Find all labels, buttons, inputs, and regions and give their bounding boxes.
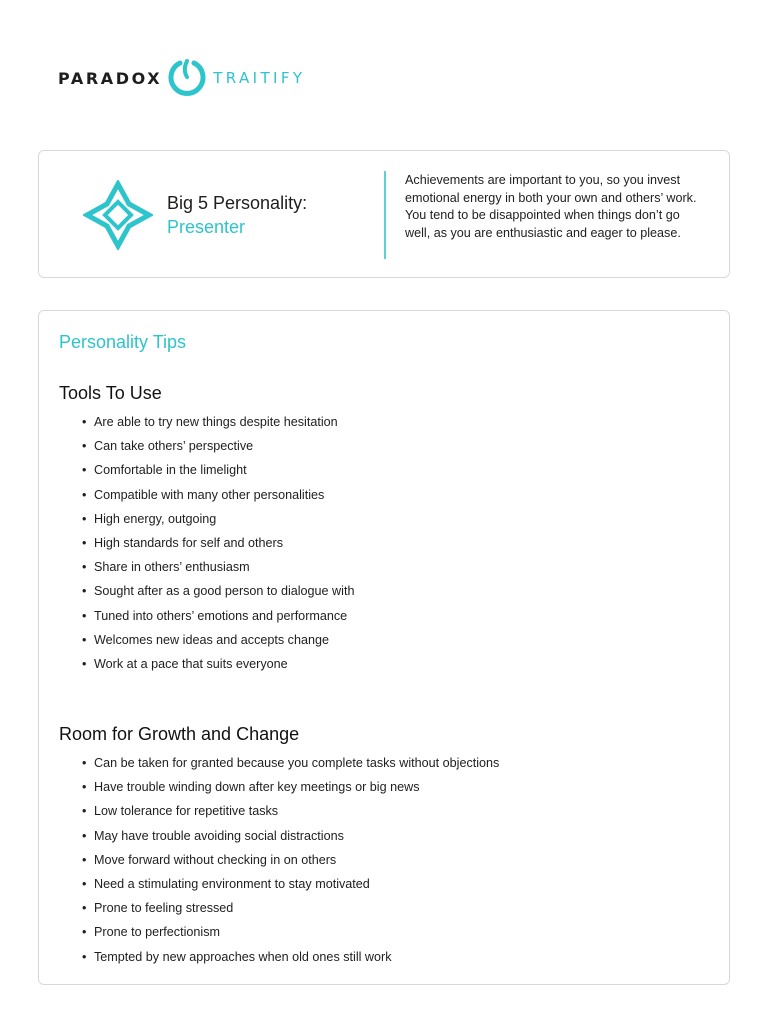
list-item (82, 532, 354, 556)
bullet-icon: • (82, 535, 87, 550)
bullet-icon: • (82, 584, 87, 599)
personality-summary-card (38, 150, 730, 278)
list-item (82, 873, 499, 897)
list-item (82, 653, 354, 677)
list-item (82, 897, 499, 921)
tips-title: Personality Tips (59, 332, 187, 352)
list-item-text: Prone to perfectionism (94, 925, 220, 940)
list-item-text: Tuned into others’ emotions and performance (94, 608, 348, 623)
bullet-icon: • (82, 463, 87, 478)
bullet-icon: • (82, 608, 87, 623)
bullet-icon: • (82, 415, 87, 429)
list-item-text: High energy, outgoing (94, 511, 217, 526)
list-item (82, 556, 354, 580)
bullet-icon: • (82, 756, 87, 770)
bullet-icon: • (82, 560, 87, 575)
list-item-text: Tempted by new approaches when old ones still work (94, 949, 392, 964)
bullet-icon: • (82, 439, 87, 454)
growth-list (82, 752, 499, 970)
list-item (82, 849, 499, 873)
list-item-text: Comfortable in the limelight (94, 463, 247, 478)
list-item (82, 508, 354, 532)
bullet-icon: • (82, 876, 87, 891)
list-item-text: May have trouble avoiding social distractions (94, 828, 344, 843)
bullet-icon: • (82, 949, 87, 964)
diamond-star-icon (83, 180, 153, 250)
bullet-icon: • (82, 632, 87, 647)
personality-heading: Big 5 Personality: (167, 193, 308, 213)
personality-type-name: Presenter (167, 217, 246, 237)
circular-swirl-icon (167, 58, 207, 98)
list-item-text: Can be taken for granted because you complete tasks without objections (94, 756, 500, 770)
list-item-text: Can take others’ perspective (94, 439, 254, 454)
list-item (82, 435, 354, 459)
list-item (82, 752, 499, 776)
growth-section-title: Room for Growth and Change (59, 724, 300, 744)
list-item (82, 484, 354, 508)
brand-traitify-wordmark: TRAITIFY (213, 69, 306, 87)
list-item (82, 776, 499, 800)
list-item (82, 459, 354, 483)
list-item-text: Are able to try new things despite hesitation (94, 415, 338, 429)
list-item-text: Move forward without checking in on others (94, 852, 337, 867)
bullet-icon: • (82, 828, 87, 843)
tools-list (82, 411, 354, 677)
list-item-text: Sought after as a good person to dialogue with (94, 584, 355, 599)
bullet-icon: • (82, 511, 87, 526)
list-item-text: Prone to feeling stressed (94, 901, 234, 916)
list-item-text: Low tolerance for repetitive tasks (94, 804, 279, 819)
list-item-text: Compatible with many other personalities (94, 487, 325, 502)
list-item (82, 411, 354, 435)
bullet-icon: • (82, 901, 87, 916)
brand-paradox-wordmark: PARADOX (58, 68, 163, 88)
list-item-text: Welcomes new ideas and accepts change (94, 632, 329, 647)
list-item-text: High standards for self and others (94, 535, 284, 550)
personality-tips-card (38, 310, 730, 985)
tools-section-title: Tools To Use (59, 383, 162, 403)
list-item-text: Need a stimulating environment to stay motivated (94, 876, 370, 891)
bullet-icon: • (82, 804, 87, 819)
list-item (82, 800, 499, 824)
list-item (82, 921, 499, 945)
list-item (82, 605, 354, 629)
bullet-icon: • (82, 656, 87, 671)
bullet-icon: • (82, 487, 87, 502)
list-item-text: Have trouble winding down after key meetings or big news (94, 780, 420, 795)
list-item (82, 946, 499, 970)
bullet-icon: • (82, 780, 87, 795)
list-item (82, 825, 499, 849)
list-item (82, 629, 354, 653)
personality-type-block (167, 191, 307, 239)
vertical-divider (384, 171, 386, 259)
brand-header (58, 58, 305, 98)
personality-description: Achievements are important to you, so you invest emotional energy in both your own and others’ work. You tend to be disappointed when things don’t go well, as you are enthusiastic and eager to please. (405, 173, 697, 240)
list-item-text: Work at a pace that suits everyone (94, 656, 288, 671)
list-item (82, 580, 354, 604)
bullet-icon: • (82, 925, 87, 940)
list-item-text: Share in others’ enthusiasm (94, 560, 250, 575)
bullet-icon: • (82, 852, 87, 867)
